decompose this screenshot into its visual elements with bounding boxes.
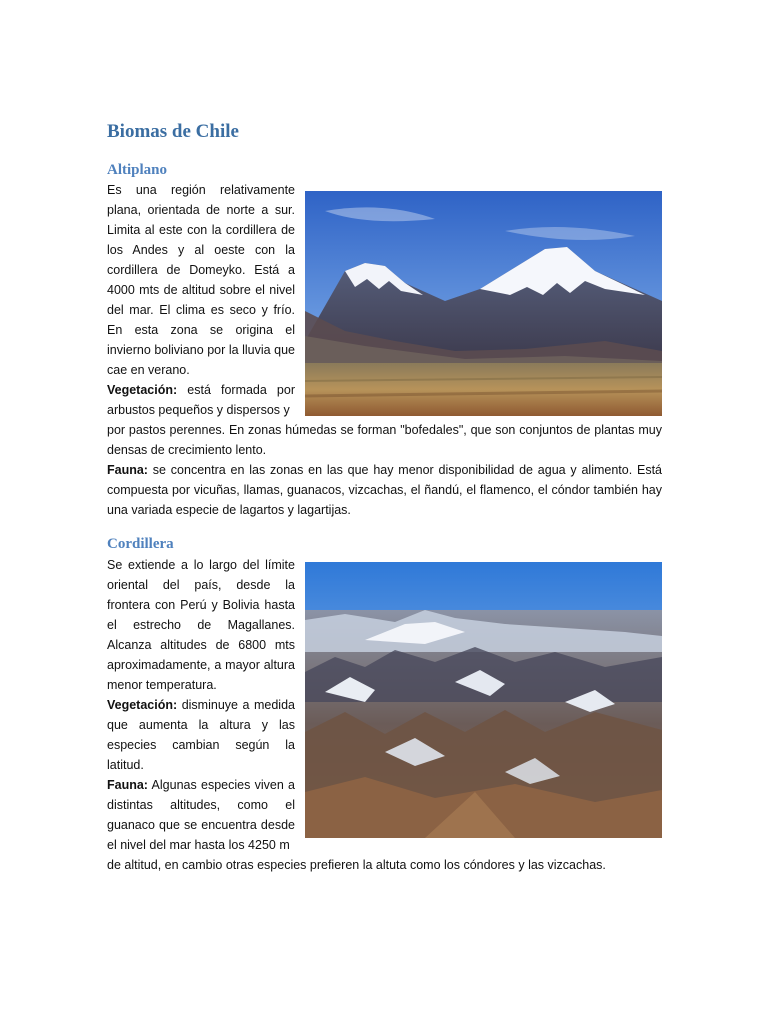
page-title: Biomas de Chile (107, 121, 239, 142)
cordillera-text-column (107, 555, 295, 855)
cordillera-fauna-paragraph (107, 775, 295, 855)
cordillera-photo (305, 562, 662, 838)
cordillera-vegetation-paragraph (107, 695, 295, 775)
altiplano-vegetation-continued: por pastos perennes. En zonas húmedas se forman "bofedales", que son conjuntos de plantas muy densas de crecimiento lento. (107, 423, 662, 457)
altiplano-photo (305, 191, 662, 416)
cordillera-vegetation-text: disminuye a medida que aumenta la altura y las especies cambian según la latitud. (107, 698, 295, 772)
section-heading-altiplano: Altiplano (107, 162, 168, 178)
cordillera-text-wide (107, 855, 662, 875)
cordillera-fauna-text: Algunas especies viven a distintas altitudes, como el guanaco que se encuentra desde el nivel del mar hasta los 4250 m (107, 778, 295, 852)
cordillera-fauna-label: Fauna: (107, 778, 148, 792)
altiplano-fauna-paragraph (107, 460, 662, 520)
cordillera-fauna-continued: de altitud, en cambio otras especies prefieren la altuta como los cóndores y las vizcachas. (107, 858, 606, 872)
altiplano-vegetation-label: Vegetación: (107, 383, 178, 397)
altiplano-text-wide (107, 420, 662, 520)
section-heading-cordillera: Cordillera (107, 536, 174, 552)
altiplano-intro: Es una región relativamente plana, orientada de norte a sur. Limita al este con la cordillera de los Andes y al oeste con la cordillera de Domeyko. Está a 4000 mts de altitud sobre el nivel del mar. El clima es seco y frío. En esta zona se origina el invierno boliviano por la lluvia que cae en verano. (107, 183, 295, 377)
altiplano-vegetation-text: está formada por arbustos pequeños y dispersos y (107, 383, 295, 417)
altiplano-fauna-text: se concentra en las zonas en las que hay menor disponibilidad de agua y alimento. Está compuesta por vicuñas, llamas, guanacos, vizcachas, el ñandú, el flamenco, el cóndor también hay una variada especie de lagartos y lagartijas. (107, 463, 662, 517)
cordillera-intro: Se extiende a lo largo del límite oriental del país, desde la frontera con Perú y Bolivia hasta el estrecho de Magallanes. Alcanza altitudes de 6800 mts aproximadamente, a mayor altura menor temperatura. (107, 558, 295, 692)
altiplano-text-column (107, 180, 295, 420)
altiplano-fauna-label: Fauna: (107, 463, 148, 477)
altiplano-vegetation-paragraph (107, 380, 295, 420)
cordillera-vegetation-label: Vegetación: (107, 698, 178, 712)
